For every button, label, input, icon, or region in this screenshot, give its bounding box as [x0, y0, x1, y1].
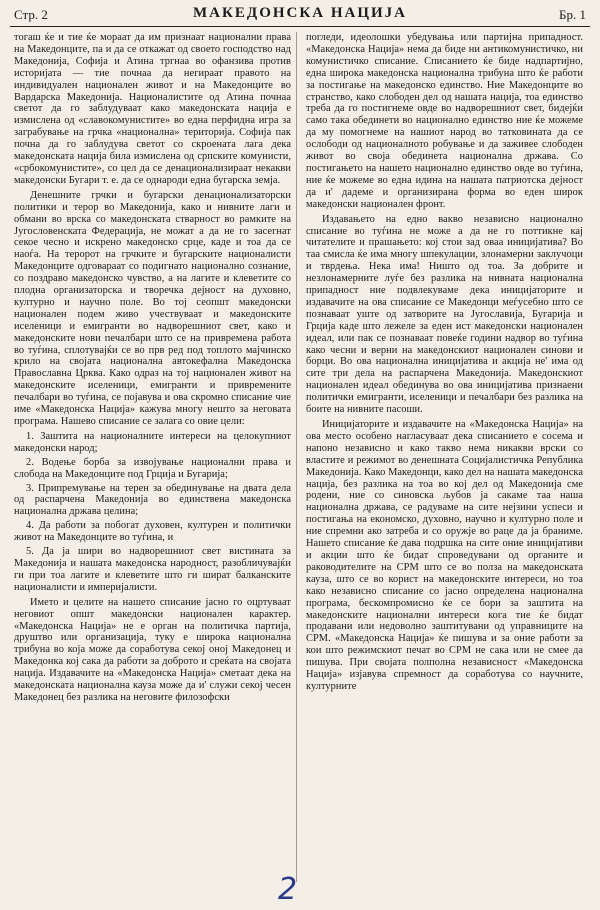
issue-number: Бр. 1	[559, 7, 586, 22]
page-header	[10, 4, 590, 27]
column-divider	[296, 32, 297, 882]
article-paragraph: Името и целите на нашето списание јасно го оцртуваат неговиот општ македонски национален карактер. «Македонска Нација» не е орган на политичка партија, друштво или организација, туку е широка национална трибуна во која може да соработува секој оној Македонец и Македонка кој сака да работи за доброто и среќата на својата нација. Издавачите на «Македонска Нација» сметаат дека на македонската национална кауза може да и' служи секој чесен Македонец без разлика на неговите филозофски	[14, 596, 291, 703]
article-paragraph: тогаш ќе и тие ќе мораат да им признаат национални права на Македонците, па и да се откажат од своето господство над Македонија, Софија и Атина тргнаа во офанзива против историјата — тие почнаа да негираат правото на индивидуален национален живот и на Македонците во Вардарска Македонија. Националистите од Атина почнаа светот да го заблудуваат како македонската нација е измислена од «славокомунистите» во една перфидна игра за заграбување на грчка «национална» територија. Софија пак почна да го заблудува светот со скроената лага дека македонската нација била измислена од српските комунисти, «србокомунистите», со цел да се денационализираат некакви македонски Бугари т. е. да се однароди една бугарска земја.	[14, 32, 291, 186]
article-paragraph: Денешните грчки и бугарски денационализаторски политики и терор во Македонија, како и нивните лаги и обмани во врска со македонската стварност во рамките на Југословенската Федерација, не можат а да не го засегнат секое чесно и искрено македонско срце, каде и тоа да се наоѓа. На теророт на грчките и бугарските националисти Македонците одговараат со подигнато национално сознание, со поздраво македонско чувство, а на лагите и клеветите со плодна организаторска и творечка дејност на духовно, културно и научно поле. Во тој сеопшт македонски национален подем живо учествуваат и македонските иселеници и емигранти во надворешниот свет, како и македонските нови печалбари што се на привремена работа во туѓина, сплотувајќи се во прв ред под топлото мајчинско крило на својата национална автокефална Македонска Православна Црква. Како одраз на тој национален живот на македонските иселеници, емигранти и привремените печалбари во туѓина, се појавува и ова скромно списание чие име «Македонска Нација» кажува многу нешто за неговата програма. Нашево списание се залага со овие цели:	[14, 189, 291, 427]
goal-item: 1. Заштита на националните интереси на целокупниот македонски народ;	[14, 430, 291, 454]
goal-item: 3. Припремување на терен за обединување на двата дела од распарчена Македонија во единствена македонска национална држава целина;	[14, 482, 291, 518]
right-column	[306, 32, 583, 882]
goal-item: 2. Водење борба за извојување национални права и слобода на Македонците под Грција и Бугарија;	[14, 456, 291, 480]
goal-item: 4. Да работи за побогат духовен, културен и политички живот на Македонците во туѓина, и	[14, 520, 291, 544]
article-paragraph: Издавањето на едно вакво независно национално списание во туѓина не може а да не го поттикне кај читателите и прашањето: кој стои зад оваа иницијатива? Во таа смисла ќе има многу шпекулации, злонамерни заклучоци и тврдења. Нека има! Ништо од тоа. За добрите и незлонамерните луѓе без разлика на нивната национална припадност ние подвлекуваме дека иницијаторите и издавачите на ова списание се Македонци меѓусебно што се познаваат уште од затворите на Југославија, Бугарија и Грција каде што лежеле за еден ист македонски национален идеал, или пак се познаваат повеќе години надвор во туѓина како чесни и верни на македонскиот национален синови и борци. Во ова национална иницијатива и акција не' има од сите три дела на распарчена Македонија. Македонскиот национален идеал обединува во ова иницијатива признаени политички емигранти, иселеници и печалбари без разлика на боите на нивните пасоши.	[306, 213, 583, 416]
handwritten-page-number: 2	[278, 872, 298, 907]
page-label: Стр. 2	[14, 7, 48, 22]
article-paragraph: Иницијаторите и издавачите на «Македонска Нација» на ова место особено нагласуваат дека списанието е сосема и напоно независно и како такво нема никакви врски со властите и режимот во денешната Социјалистичка Република Македонија. Како Македонци, како дел на нашата македонска нација, без разлика на тоа во кој дел од Македонија сме родени, ние со синовска љубов ја сакаме таа наша национална држава, се радуваме на сите нејзини успеси и постигања на економско, духовно, научно и културно поле и ние спремни ако затреба и со оружје во раце да ја браниме. Нашето списание ќе дава подршка на сите оние иницијативи и акции што ќе бидат спроведувани од органите и раководителите на СРМ што се во полза на македонската кауза, што се во корист на македонските интереси, но тоа како независно списание со јасно определена национална програма, бескомпромисно ќе се бори за заштита на македонските национални интереси кога тие ќе бидат продавани или недоволно заштитувани од управниците на СРМ. «Македонска Нација» ќе пишува и за оние работи за кои што режимскиот печат во СРМ не сака или не смее да пишува. При својата полполна независност «Македонска Нација» изјавува спремност да соработува со научните, културните	[306, 419, 583, 692]
article-paragraph: погледи, идеолошки убедувања или партијна припадност. «Македонска Нација» нема да биде ни антикомунистичко, ни комунистичко списание. Списанието ќе биде надпартијно, една широка македонска национална трибуна што ќе работи за постигање на македонско единство. Ние Македонците во странство, како слободен дел од нашата нација, тоа единство треба да го постигнеме овде во надворешниот свет, бидејќи само така обединети во национално единство ние ќе можеме да му помогнеме на нашиот народ во татковината да се ослободи од националното робување и да заживее слободен живот во своја обединета национална држава. Со постигањето на нашето национално единство овде во туѓина, ние ќе можеме во една идина на нашата патриотска дејност да и' дадеме и организирана форма во еден широк македонски национален фронт.	[306, 32, 583, 210]
goals-list	[14, 431, 291, 594]
left-column	[14, 32, 291, 882]
goal-item: 5. Да ја шири во надворешниот свет вистината за Македонија и нашата македонска народност, разобличувајќи ги при тоа лагите и клеветите што ги шират балканските националисти и империјалисти.	[14, 546, 291, 593]
publication-title: МАКЕДОНСКА НАЦИЈА	[193, 5, 407, 21]
